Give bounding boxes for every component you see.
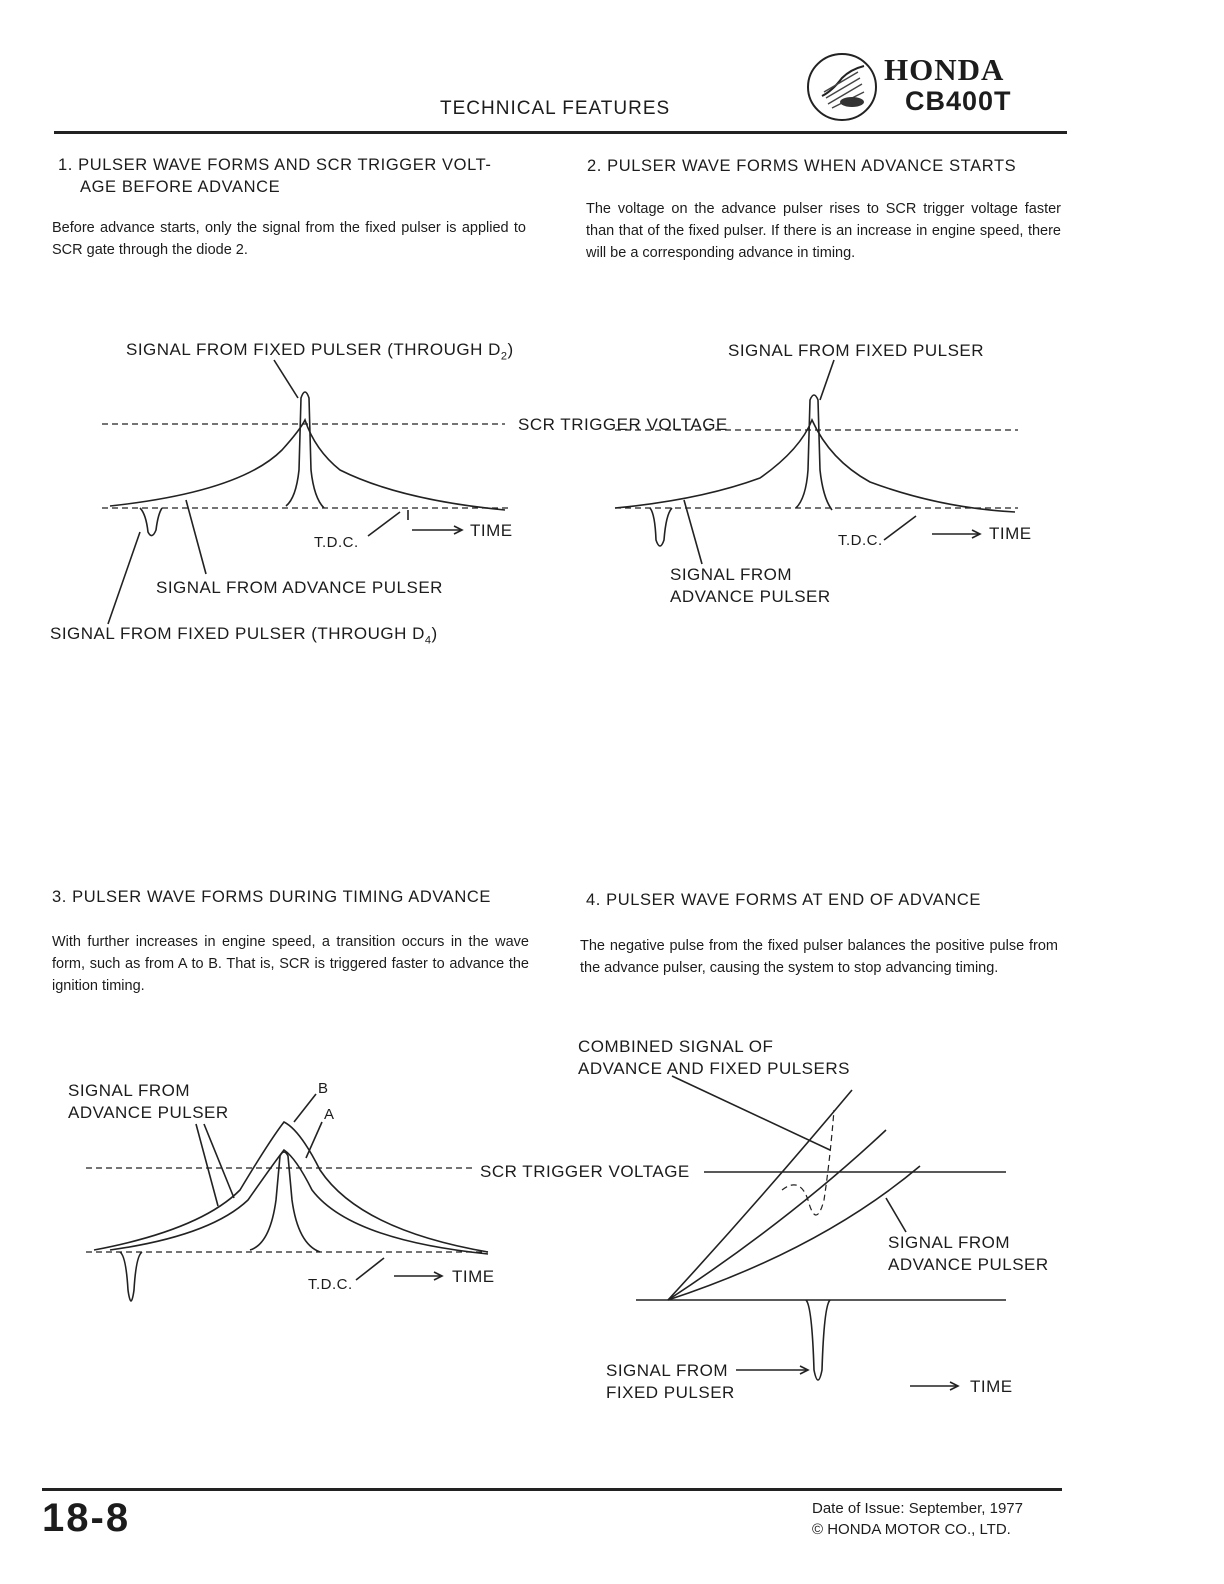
section-4-heading: 4. PULSER WAVE FORMS AT END OF ADVANCE [586,891,982,909]
d3-tdc-label: T.D.C. [308,1276,353,1293]
d2-tdc-arrow [884,516,916,540]
d2-arrow-advance [684,500,702,564]
footer-rule [42,1488,1062,1491]
d4-label-advance [888,1232,1049,1276]
section-1-heading-line1: 1. PULSER WAVE FORMS AND SCR TRIGGER VOLT- [58,156,492,174]
d1-label-fixed-d4: SIGNAL FROM FIXED PULSER (THROUGH $D_4$) [50,624,438,647]
model-name: CB400T [905,86,1012,116]
d4-label-combined-line1: COMBINED SIGNAL OF [578,1037,774,1056]
section-1-heading-line2: AGE BEFORE ADVANCE [80,178,281,196]
d4-label-combined [578,1036,850,1080]
d1-tdc-label: T.D.C. [314,534,359,551]
d4-label-fixed [606,1360,735,1404]
d3-fixed-peak [250,1152,320,1252]
section-3-body: With further increases in engine speed, a transition occurs in the wave form, such as from A to B. That is, SCR is triggered faster to advance the ignition timing. [52,934,529,994]
d4-label-fixed-line1: SIGNAL FROM [606,1361,728,1380]
d3-label-advance-line1: SIGNAL FROM [68,1081,190,1100]
d2-label-advance-line2: ADVANCE PULSER [670,587,831,606]
section-2-heading: 2. PULSER WAVE FORMS WHEN ADVANCE STARTS [587,157,1017,175]
d2-label-advance [670,564,831,608]
brand-name: HONDA [884,52,1005,87]
d1-arrow-advance [186,500,206,574]
d2-label-advance-line1: SIGNAL FROM [670,565,792,584]
d2-arrow-fixed [820,360,834,400]
d1-negative-pulse [140,508,162,536]
d1-label-fixed-d2: SIGNAL FROM FIXED PULSER (THROUGH $D_2$) [126,340,514,363]
d3-tdc-arrow [356,1258,384,1280]
section-2-body: The voltage on the advance pulser rises to SCR trigger voltage faster than that of the fixed pulser. If there is an increase in engine speed, there will be a corresponding advance in timing. [586,201,1061,261]
d3-label-b: B [318,1080,329,1097]
d3-label-advance-line2: ADVANCE PULSER [68,1103,229,1122]
d2-negative-pulse [650,508,672,546]
d1-advance-wave [110,420,505,510]
d3-arrow-advance-1 [196,1124,218,1206]
page-title: TECHNICAL FEATURES [440,98,671,119]
d3-label-a: A [324,1106,335,1123]
d4-arrow-advance [886,1198,906,1232]
d2-tdc-label: T.D.C. [838,532,883,549]
d4-time-label: TIME [970,1377,1013,1396]
d3-arrow-b [294,1094,316,1122]
d2-time-label: TIME [989,524,1032,543]
d4-label-combined-line2: ADVANCE AND FIXED PULSERS [578,1059,850,1078]
d3-arrow-advance-2 [204,1124,234,1198]
d4-line-advance [668,1166,920,1300]
d2-label-fixed: SIGNAL FROM FIXED PULSER [728,341,985,360]
scr-trigger-label: SCR TRIGGER VOLTAGE [518,415,728,434]
d1-label-advance: SIGNAL FROM ADVANCE PULSER [156,578,443,597]
copyright: © HONDA MOTOR CO., LTD. [812,1521,1011,1538]
d4-negative-pulse [806,1300,830,1380]
d3-negative-pulse [120,1252,142,1301]
d4-label-fixed-line2: FIXED PULSER [606,1383,735,1402]
d4-arrow-combined [672,1076,830,1150]
d1-arrow-fixed [274,360,298,398]
d1-arrow-fixed-d4 [108,532,140,624]
d4-label-advance-line2: ADVANCE PULSER [888,1255,1049,1274]
d4-label-advance-line1: SIGNAL FROM [888,1233,1010,1252]
issue-date: Date of Issue: September, 1977 [812,1500,1023,1517]
d1-time-label: TIME [470,521,513,540]
section-4-body: The negative pulse from the fixed pulser balances the positive pulse from the advance pulser, causing the system to stop advancing timing. [580,938,1058,976]
page-number: 18-8 [42,1496,131,1540]
d3-label-advance [68,1080,229,1124]
d2-fixed-peak [796,395,832,510]
d3-time-label: TIME [452,1267,495,1286]
d3-arrow-a [306,1122,322,1158]
d1-tdc-arrow [368,512,400,536]
section-1-body: Before advance starts, only the signal from the fixed pulser is applied to SCR gate through the diode 2. [52,220,526,258]
section-3-heading: 3. PULSER WAVE FORMS DURING TIMING ADVANCE [52,888,491,906]
d1-fixed-peak [286,392,324,508]
footer-info [812,1498,1023,1540]
d3-scr-label: SCR TRIGGER VOLTAGE [480,1162,690,1181]
